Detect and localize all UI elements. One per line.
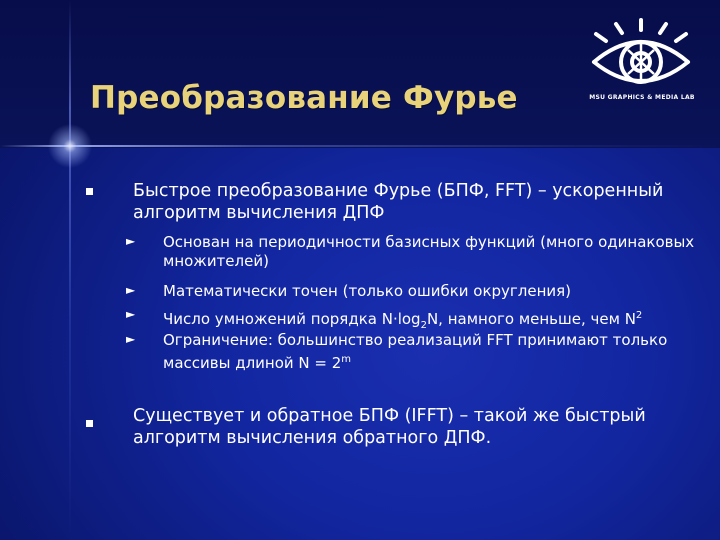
bullet-square-icon (86, 188, 93, 195)
complexity-text-a: Число умножений порядка N·log (163, 310, 421, 328)
bullet-fft: Быстрое преобразование Фурье (БПФ, FFT) – ускоренный алгоритм вычисления ДПФ (133, 181, 664, 223)
triangle-bullet-icon: ► (126, 332, 136, 346)
light-flare (44, 120, 96, 172)
complexity-text-b: N, намного меньше, чем N (426, 310, 636, 328)
limitation-power: m (341, 354, 352, 365)
limitation-text: Ограничение: большинство реализаций FFT принимают только массивы длиной N = 2 (163, 331, 668, 372)
bullet-square-icon (86, 420, 93, 427)
decorative-vertical-line (69, 0, 71, 540)
sub-bullet-precision: Математически точен (только ошибки округления) (163, 282, 572, 300)
msu-graphics-lab-logo-icon (586, 16, 696, 106)
complexity-log-base: 2 (420, 320, 427, 331)
sub-bullet-periodicity: Основан на периодичности базисных функций (много одинаковых множителей) (163, 233, 695, 270)
complexity-power: 2 (635, 310, 643, 321)
slide-title: Преобразование Фурье (90, 80, 518, 116)
bullet-ifft: Существует и обратное БПФ (IFFT) – такой же быстрый алгоритм вычисления обратного ДПФ. (133, 406, 646, 448)
triangle-bullet-icon: ► (126, 234, 136, 248)
triangle-bullet-icon: ► (126, 307, 136, 321)
logo-caption: MSU GRAPHICS & MEDIA LAB (589, 94, 695, 101)
triangle-bullet-icon: ► (126, 283, 136, 297)
sub-bullet-limitation (163, 331, 698, 373)
decorative-horizontal-line (0, 145, 720, 147)
